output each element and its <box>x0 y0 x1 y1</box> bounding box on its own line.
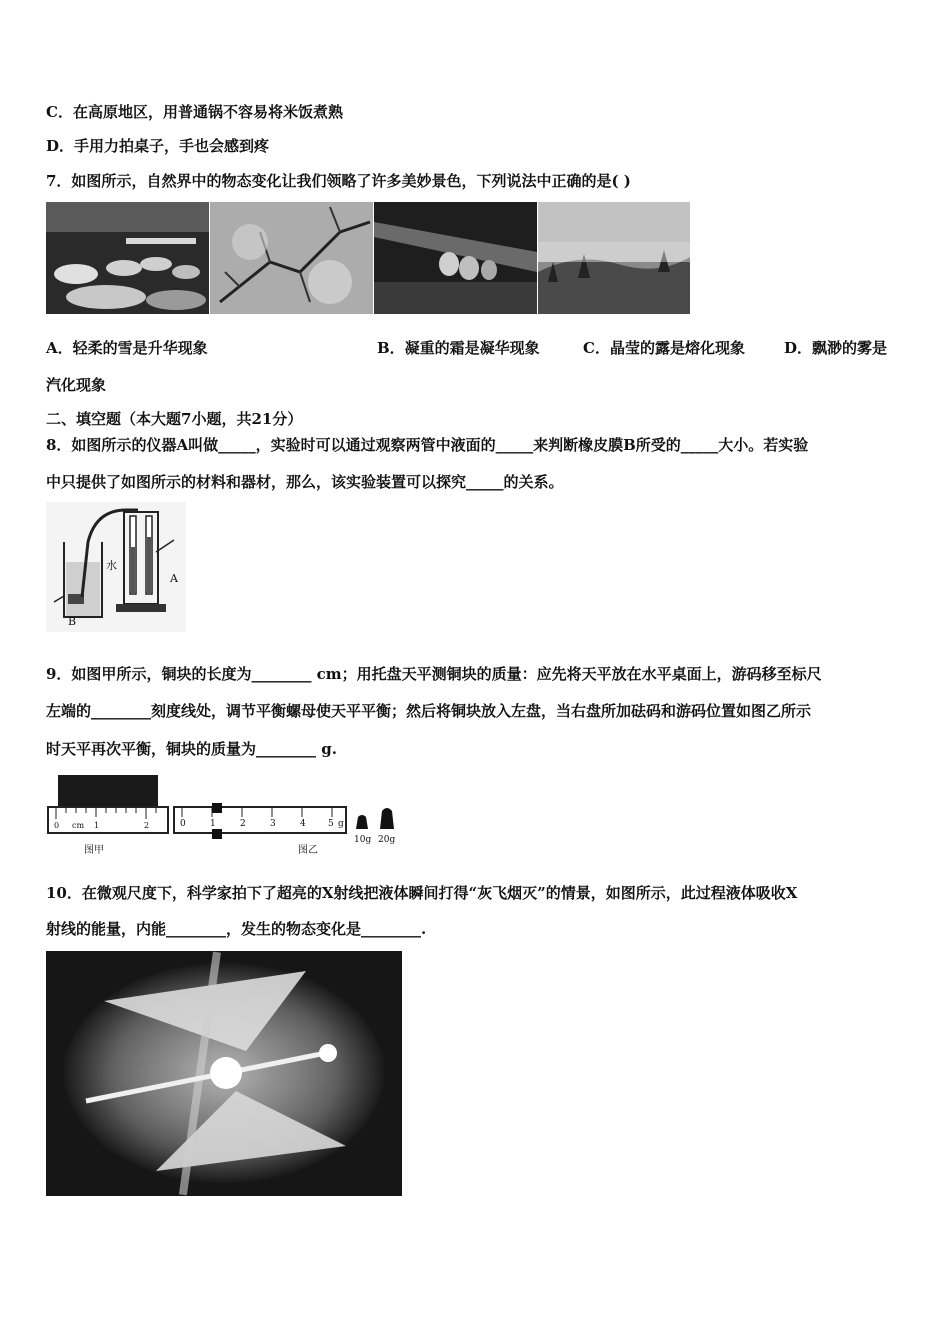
scale-unit: g <box>338 819 344 829</box>
scale-tick-3: 3 <box>270 819 276 829</box>
ruler-balance-figure <box>46 773 406 855</box>
snow-photo <box>46 202 209 314</box>
xray-liquid-photo <box>46 951 402 1196</box>
weight-20g-label: 20g <box>378 835 396 845</box>
q6-option-d: D．手用力拍桌子，手也会感到疼 <box>46 137 270 155</box>
q10-line-2: 射线的能量，内能________，发生的物态变化是________. <box>46 920 427 938</box>
ruler1-tick-2: 2 <box>144 821 150 830</box>
q9-line-2: 左端的________刻度线处，调节平衡螺母使天平平衡；然后将铜块放入左盘，当右盘所加砝码和游码位置如图乙所示 <box>46 702 812 720</box>
pressure-gauge-figure <box>46 502 186 632</box>
membrane-b-label: B <box>68 615 77 628</box>
q7-option-c: C．晶莹的露是熔化现象 <box>583 339 745 357</box>
q7-option-d: D．飘渺的雾是 <box>784 339 888 357</box>
ruler1-tick-unit: cm <box>72 821 85 830</box>
ruler1-tick-1: 1 <box>94 821 100 830</box>
q8-line-1: 8．如图所示的仪器A叫做_____，实验时可以通过观察两管中液面的_____来判断橡皮膜B所受的_____大小。若实验 <box>46 436 809 454</box>
q7-stem: 7．如图所示，自然界中的物态变化让我们领略了许多美妙景色，下列说法中正确的是( ) <box>46 172 631 190</box>
q7-option-b: B．凝重的霜是凝华现象 <box>377 339 540 357</box>
water-label: 水 <box>106 559 117 572</box>
frost-photo <box>210 202 373 314</box>
scale-tick-0: 0 <box>180 819 186 829</box>
q9-line-3: 时天平再次平衡，铜块的质量为________ g. <box>46 740 337 758</box>
q9-line-1: 9．如图甲所示，铜块的长度为________ cm；用托盘天平测铜块的质量：应先将天平放在水平桌面上，游码移至标尺 <box>46 665 822 683</box>
scale-tick-1: 1 <box>210 819 216 829</box>
ruler1-tick-0: 0 <box>54 821 60 830</box>
scale-tick-4: 4 <box>300 819 306 829</box>
q8-line-2: 中只提供了如图所示的材料和器材，那么，该实验装置可以探究_____的关系。 <box>46 473 564 491</box>
q7-option-a: A．轻柔的雪是升华现象 <box>46 339 208 357</box>
section-heading: 二、填空题（本大题7小题，共21分） <box>46 410 303 428</box>
scale-tick-5: 5 <box>328 819 334 829</box>
weight-10g-label: 10g <box>354 835 372 845</box>
scale-tick-2: 2 <box>240 819 246 829</box>
q10-line-1: 10．在微观尺度下，科学家拍下了超亮的X射线把液体瞬间打得“灰飞烟灭”的情景，如图所示，此过程液体吸收X <box>46 884 798 902</box>
q6-option-c: C．在高原地区，用普通锅不容易将米饭煮熟 <box>46 103 343 121</box>
dew-photo <box>374 202 537 314</box>
instrument-a-label: A <box>170 572 178 585</box>
figure-jia-caption: 图甲 <box>84 845 104 856</box>
fog-photo <box>538 202 690 314</box>
figure-yi-caption: 图乙 <box>298 845 318 856</box>
q7-option-d-continued: 汽化现象 <box>46 376 107 394</box>
